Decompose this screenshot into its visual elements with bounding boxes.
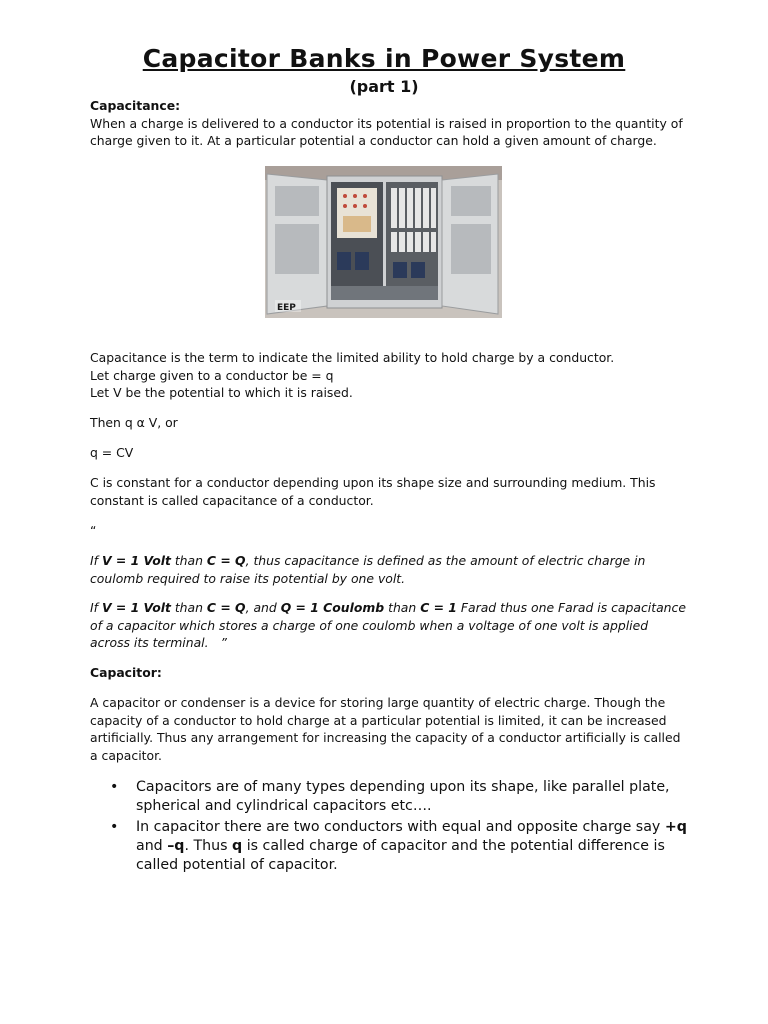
def2-bold-1: V = 1 Volt: [101, 600, 171, 615]
capacitance-heading: Capacitance:: [90, 98, 181, 113]
page-subtitle: (part 1): [349, 77, 419, 96]
bullet-2-text-2: and: [136, 838, 168, 854]
bullet-2-bold-2: –q: [167, 838, 185, 854]
list-item: [110, 778, 700, 816]
def2-text-4: than: [384, 600, 421, 615]
bullet-list: [110, 778, 700, 877]
capacitance-definition-block: [90, 349, 690, 402]
bullet-dot-icon: •: [110, 779, 119, 795]
def2-text-5: Farad thus one Farad is capacitance of a capacitor which stores a charge of one coulomb when a voltage of one volt is applied across its terminal.: [90, 600, 686, 650]
def1-bold-2: C = Q: [206, 553, 246, 568]
eep-logo: EEP: [277, 303, 296, 313]
list-item: [110, 818, 700, 875]
def2-text-1: If: [90, 600, 102, 615]
def1-bold-1: V = 1 Volt: [101, 553, 171, 568]
def2-bold-2: C = Q: [206, 600, 246, 615]
body-line-2: Let charge given to a conductor be = q: [90, 367, 334, 383]
def1-text-2: than: [170, 553, 207, 568]
bullet-2-bold-1: +q: [664, 819, 687, 835]
page-title: Capacitor Banks in Power System: [142, 44, 626, 73]
bullet-1-text: Capacitors are of many types depending upon its shape, like parallel plate, spherical and cylindrical capacitors etc….: [136, 779, 670, 814]
body-line-6: C is constant for a conductor depending upon its shape size and surrounding medium. This constant is called capacitance of a conductor.: [90, 475, 656, 508]
bullet-2-text-3: . Thus: [184, 838, 233, 854]
def1-text-3: , thus capacitance is defined as the amount of electric charge in coulomb required to raise its potential by one volt.: [90, 553, 646, 586]
bullet-2-text-4: is called charge of capacitor and the potential difference is called potential of capacitor.: [136, 838, 665, 873]
capacitance-intro: When a charge is delivered to a conductor its potential is raised in proportion to the quantity of charge given to it. At a particular potential a conductor can hold a given amount of charge.: [90, 115, 683, 148]
bullet-2-text-1: In capacitor there are two conductors with equal and opposite charge say: [136, 819, 665, 835]
capacitance-section: [90, 97, 690, 150]
opening-quote: “: [90, 523, 97, 538]
def2-text-3: , and: [245, 600, 281, 615]
definition-one-volt: [90, 552, 690, 587]
def2-text-2: than: [170, 600, 207, 615]
def2-bold-3: Q = 1 Coulomb: [280, 600, 385, 615]
body-line-1: Capacitance is the term to indicate the limited ability to hold charge by a conductor.: [90, 350, 615, 365]
body-line-3: Let V be the potential to which it is raised.: [90, 385, 353, 400]
closing-quote: ”: [220, 635, 227, 650]
def2-bold-4: C = 1: [420, 600, 457, 615]
capacitor-bank-cabinet-image: [265, 166, 502, 318]
def1-text-1: If: [90, 553, 102, 568]
capacitor-heading: Capacitor:: [90, 665, 162, 680]
capacitor-bank-photo: [265, 166, 502, 318]
body-line-4: Then q α V, or: [90, 415, 178, 430]
bullet-dot-icon: •: [110, 819, 119, 835]
bullet-2-bold-3: q: [232, 838, 243, 854]
capacitor-text: A capacitor or condenser is a device for storing large quantity of electric charge. Though the capacity of a conductor to hold charge at a particular potential is limited, it can be increased artificially. Thus any arrangement for increasing the capacity of a conductor artificially is called a capacitor.: [90, 695, 681, 763]
definition-one-farad: [90, 599, 690, 652]
body-line-5: q = CV: [90, 445, 134, 460]
